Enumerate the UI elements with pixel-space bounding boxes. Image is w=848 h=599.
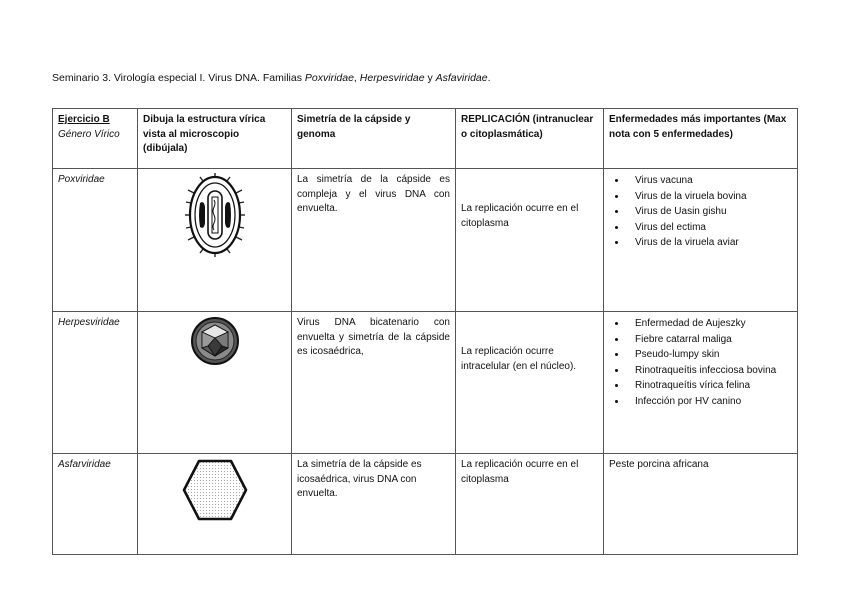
replication-cell: La replicación ocurre intracelular (en el núcleo). xyxy=(456,312,604,454)
heading-separator-1: , xyxy=(353,72,360,84)
symmetry-cell: La simetría de la cápside es compleja y el virus DNA con envuelta. xyxy=(292,169,456,312)
family-cell: Herpesviridae xyxy=(53,312,138,454)
heading-family-2: Herpesviridae xyxy=(359,72,425,84)
virus-table xyxy=(52,108,798,555)
heading-prefix: Seminario 3. Virología especial I. Virus DNA. Familias xyxy=(52,72,305,84)
drawing-cell xyxy=(138,454,292,555)
diseases-cell xyxy=(604,312,798,454)
heading-end: . xyxy=(487,72,491,84)
asfarvirus-drawing-icon xyxy=(181,458,249,522)
table-row xyxy=(53,454,798,555)
header-genus: Género Vírico xyxy=(58,128,120,140)
drawing-cell xyxy=(138,169,292,312)
header-diseases: Enfermedades más importantes (Max nota con 5 enfermedades) xyxy=(604,109,798,169)
replication-cell: La replicación ocurre en el citoplasma xyxy=(456,169,604,312)
table-header-row xyxy=(53,109,798,169)
heading-separator-2: y xyxy=(424,72,436,84)
poxvirus-drawing-icon xyxy=(185,173,245,257)
list-item: • Rinotraqueítis infecciosa bovina xyxy=(627,363,792,379)
document-heading xyxy=(52,72,491,84)
table-row xyxy=(53,169,798,312)
heading-family-3: Asfaviridae xyxy=(435,72,488,84)
list-item: • Infección por HV canino xyxy=(627,394,792,410)
list-item: • Fiebre catarral maliga xyxy=(627,332,792,348)
header-exercise-title: Ejercicio B xyxy=(58,114,110,125)
symmetry-cell: La simetría de la cápside es icosaédrica, virus DNA con envuelta. xyxy=(292,454,456,555)
list-item: • Pseudo-lumpy skin xyxy=(627,347,792,363)
drawing-cell xyxy=(138,312,292,454)
list-item: • Virus del ectima xyxy=(627,220,792,236)
heading-family-1: Poxviridae xyxy=(304,72,354,84)
list-item: • Virus de la viruela aviar xyxy=(627,235,792,251)
list-item: • Virus vacuna xyxy=(627,173,792,189)
header-drawing: Dibuja la estructura vírica vista al microscopio (dibújala) xyxy=(138,109,292,169)
herpesvirus-drawing-icon xyxy=(190,316,240,366)
disease-list xyxy=(609,316,792,409)
table-row xyxy=(53,312,798,454)
header-exercise xyxy=(53,109,138,169)
family-cell: Poxviridae xyxy=(53,169,138,312)
family-cell: Asfarviridae xyxy=(53,454,138,555)
diseases-cell: Peste porcina africana xyxy=(604,454,798,555)
header-replication: REPLICACIÓN (intranuclear o citoplasmática) xyxy=(456,109,604,169)
list-item: • Rinotraqueítis vírica felina xyxy=(627,378,792,394)
diseases-cell xyxy=(604,169,798,312)
list-item: • Enfermedad de Aujeszky xyxy=(627,316,792,332)
replication-cell: La replicación ocurre en el citoplasma xyxy=(456,454,604,555)
header-symmetry: Simetría de la cápside y genoma xyxy=(292,109,456,169)
symmetry-cell: Virus DNA bicatenario con envuelta y simetría de la cápside es icosaédrica, xyxy=(292,312,456,454)
disease-list xyxy=(609,173,792,251)
list-item: • Virus de Uasin gishu xyxy=(627,204,792,220)
list-item: • Virus de la viruela bovina xyxy=(627,189,792,205)
